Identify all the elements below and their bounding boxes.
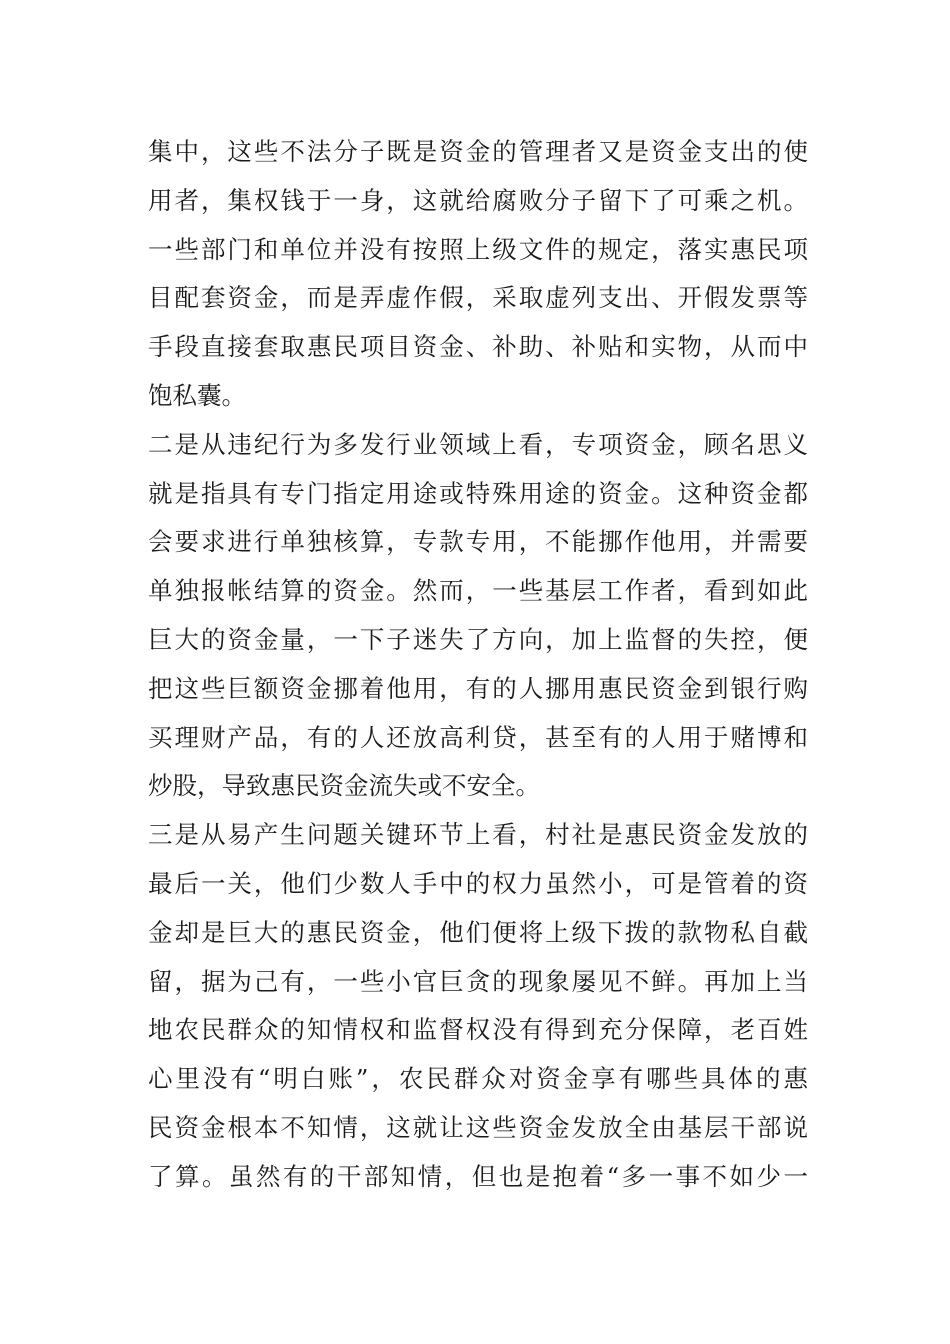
text-line: 心里没有“明白账”，农民群众对资金享有哪些具体的惠: [148, 1064, 808, 1094]
text-line: 巨大的资金量，一下子迷失了方向，加上监督的失控，便: [148, 624, 808, 654]
text-line: 会要求进行单独核算，专款专用，不能挪作他用，并需要: [148, 527, 808, 557]
text-line: 金却是巨大的惠民资金，他们便将上级下拨的款物私自截: [148, 917, 808, 947]
text-line: 单独报帐结算的资金。然而，一些基层工作者，看到如此: [148, 576, 808, 606]
document-body: [148, 128, 808, 1202]
text-line: 集中，这些不法分子既是资金的管理者又是资金支出的使: [148, 137, 808, 166]
text-line: 买理财产品，有的人还放高利贷，甚至有的人用于赌博和: [148, 722, 808, 752]
text-line: 手段直接套取惠民项目资金、补助、补贴和实物，从而中: [148, 332, 808, 362]
text-line: 民资金根本不知情，这就让这些资金发放全由基层干部说: [148, 1112, 808, 1142]
text-line: 炒股，导致惠民资金流失或不安全。: [148, 771, 540, 801]
text-line: 地农民群众的知情权和监督权没有得到充分保障，老百姓: [148, 1015, 808, 1045]
text-line: 二是从违纪行为多发行业领域上看，专项资金，顾名思义: [148, 429, 808, 459]
text-line: 用者，集权钱于一身，这就给腐败分子留下了可乘之机。: [148, 185, 808, 215]
text-line: 一些部门和单位并没有按照上级文件的规定，落实惠民项: [148, 234, 808, 264]
text-line: 目配套资金，而是弄虚作假，采取虚列支出、开假发票等: [148, 283, 808, 313]
text-line: 了算。虽然有的干部知情，但也是抱着“多一事不如少一: [148, 1161, 808, 1191]
text-line: 就是指具有专门指定用途或特殊用途的资金。这种资金都: [148, 478, 808, 508]
text-line: 最后一关，他们少数人手中的权力虽然小，可是管着的资: [148, 868, 808, 898]
text-line: 三是从易产生问题关键环节上看，村社是惠民资金发放的: [148, 820, 808, 850]
text-line: 把这些巨额资金挪着他用，有的人挪用惠民资金到银行购: [148, 673, 808, 703]
text-line: 留，据为己有，一些小官巨贪的现象屡见不鲜。再加上当: [148, 966, 808, 996]
text-line: 饱私囊。: [148, 380, 246, 410]
